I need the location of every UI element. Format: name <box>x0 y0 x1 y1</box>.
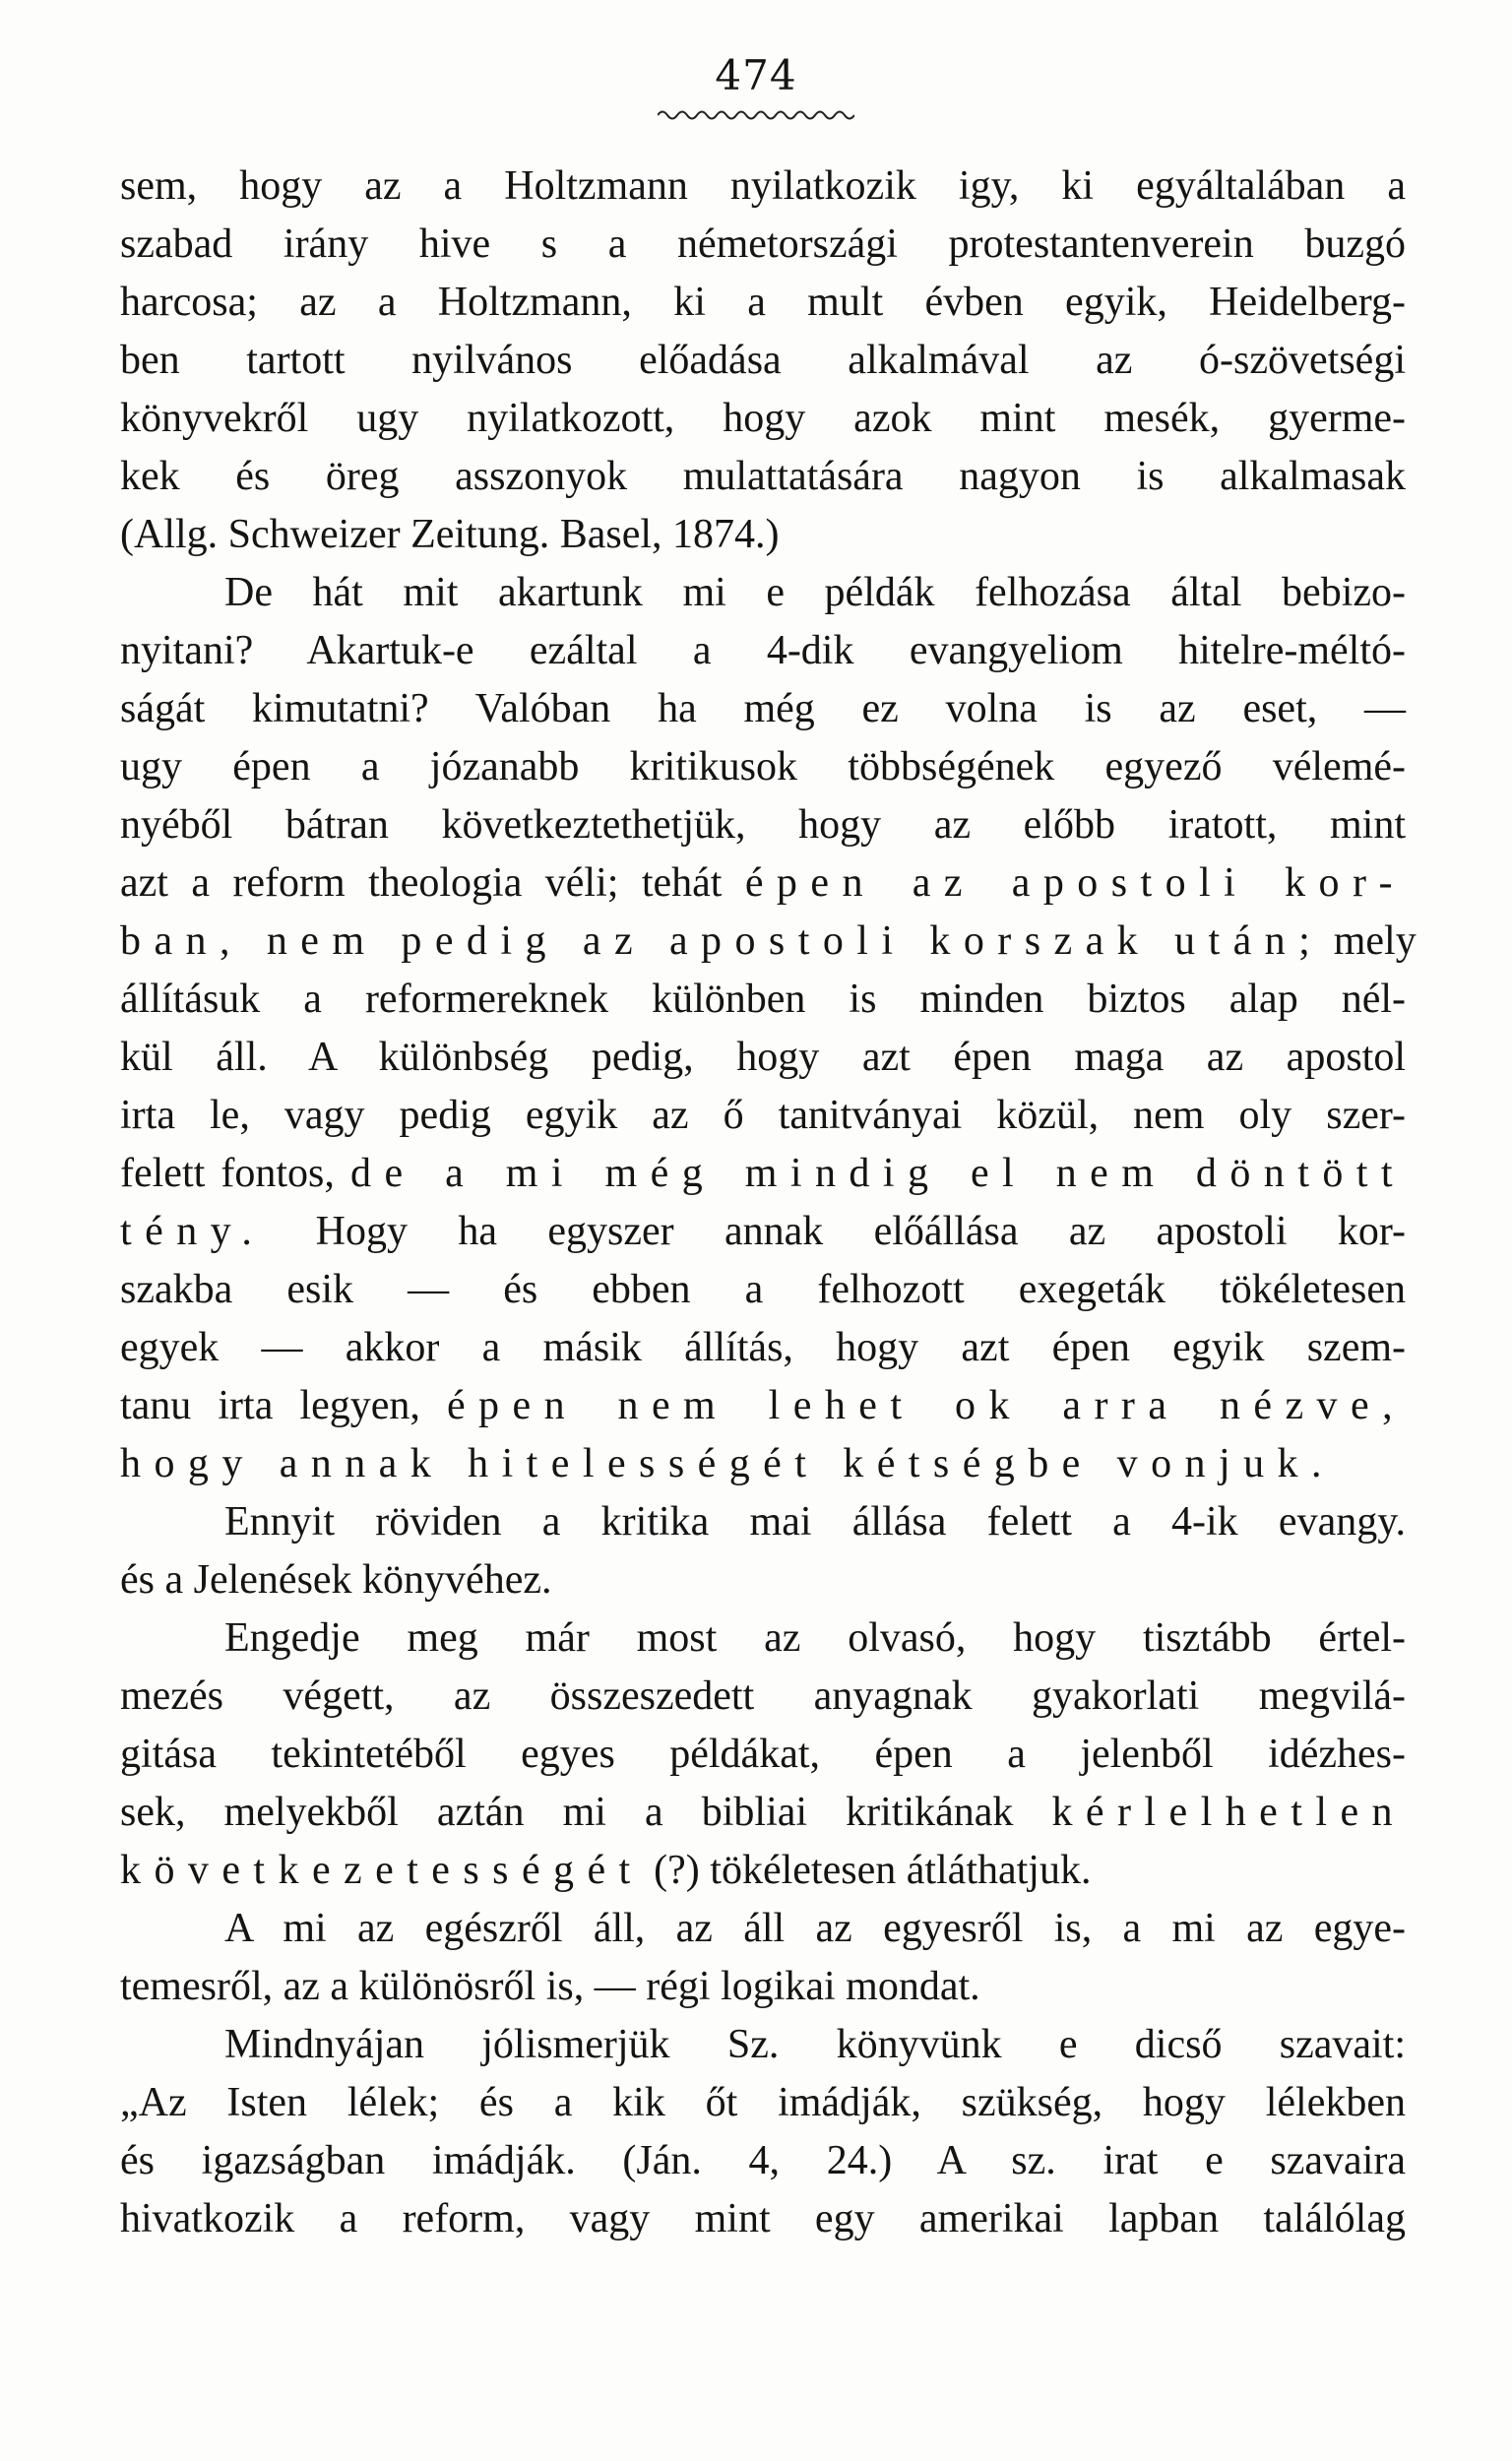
page-number: 474 <box>715 51 797 99</box>
text-line: szakba esik — és ebben a felhozott exegeták tökéletesen <box>120 1267 1406 1312</box>
text-line: kül áll. A különbség pedig, hogy azt épen maga az apostol <box>120 1035 1406 1080</box>
text-line: egyek — akkor a másik állítás, hogy azt épen egyik szem- <box>120 1325 1406 1370</box>
text-line <box>120 1145 1406 1203</box>
text-line: hivatkozik a reform, vagy mint egy amerikai lapban találólag <box>120 2196 1406 2241</box>
text-line <box>120 1784 1406 1842</box>
spaced-emphasis: kérlelhetlen <box>1051 1790 1406 1835</box>
text-segment: mely <box>1333 918 1417 964</box>
text-line: Mindnyájan jólismerjük Sz. könyvünk e dicső szavait: <box>224 2022 1406 2067</box>
text-segment: felett fontos, <box>120 1151 335 1196</box>
text-line <box>120 1435 1406 1493</box>
spaced-emphasis: tény. <box>120 1209 266 1254</box>
text-segment: Hogy ha egyszer annak előállása az apostoli kor- <box>315 1209 1406 1254</box>
text-line <box>120 1842 1406 1900</box>
text-line: állításuk a reformereknek különben is minden biztos alap nél- <box>120 977 1406 1022</box>
spaced-emphasis: de a mi még mindig el nem döntött <box>350 1151 1406 1196</box>
text-line: sem, hogy az a Holtzmann nyilatkozik igy, ki egyáltalában a <box>120 163 1406 209</box>
text-line: Engedje meg már most az olvasó, hogy tisztább értel- <box>224 1615 1406 1661</box>
spaced-emphasis: következetességét <box>120 1848 644 1893</box>
text-line: ben tartott nyilvános előadása alkalmával az ó-szövetségi <box>120 338 1406 383</box>
text-line <box>120 854 1406 913</box>
text-line: gitása tekintetéből egyes példákat, épen a jelenből idézhes- <box>120 1732 1406 1777</box>
text-segment: (?) tökéletesen átláthatjuk. <box>654 1848 1092 1893</box>
text-segment: sek, melyekből aztán mi a bibliai kritikának <box>120 1790 1014 1835</box>
spaced-emphasis: épen az apostoli kor- <box>744 860 1406 906</box>
text-line <box>120 1203 1406 1261</box>
body-text <box>120 158 1417 2248</box>
text-line: „Az Isten lélek; és a kik őt imádják, szükség, hogy lélekben <box>120 2080 1406 2125</box>
text-line: mezés végett, az összeszedett anyagnak gyakorlati megvilá- <box>120 1673 1406 1719</box>
text-line: ságát kimutatni? Valóban ha még ez volna is az eset, — <box>120 686 1406 731</box>
text-segment: azt a reform theologia véli; tehát <box>120 860 723 906</box>
spaced-emphasis: hogy annak hitelességét kétségbe vonjuk. <box>120 1441 1335 1486</box>
text-line: és a Jelenések könyvéhez. <box>120 1557 552 1603</box>
text-line: és igazságban imádják. (Ján. 4, 24.) A sz. irat e szavaira <box>120 2138 1406 2183</box>
text-line: nyéből bátran következtethetjük, hogy az előbb iratott, mint <box>120 802 1406 848</box>
text-line <box>120 1377 1406 1435</box>
text-line: irta le, vagy pedig egyik az ő tanitványai közül, nem oly szer- <box>120 1093 1406 1138</box>
wavy-rule-ornament <box>658 106 854 124</box>
spaced-emphasis: ban, nem pedig az apostoli korszak után; <box>120 918 1324 964</box>
text-line: harcosa; az a Holtzmann, ki a mult évben egyik, Heidelberg- <box>120 280 1406 325</box>
text-line <box>120 913 1417 971</box>
text-line: De hát mit akartunk mi e példák felhozása által bebizo- <box>224 570 1406 615</box>
text-line: Ennyit röviden a kritika mai állása felett a 4-ik evangy. <box>224 1499 1406 1545</box>
text-line: temesről, az a különösről is, — régi logikai mondat. <box>120 1964 980 2009</box>
text-line: A mi az egészről áll, az áll az egyesről is, a mi az egye- <box>224 1906 1406 1951</box>
spaced-emphasis: épen nem lehet ok arra nézve, <box>446 1383 1407 1428</box>
text-line: kek és öreg asszonyok mulattatására nagyon is alkalmasak <box>120 454 1406 499</box>
text-line: nyitani? Akartuk-e ezáltal a 4-dik evangyeliom hitelre-méltó- <box>120 628 1406 673</box>
text-line: (Allg. Schweizer Zeitung. Basel, 1874.) <box>120 512 780 557</box>
text-line: szabad irány hive s a németországi protestantenverein buzgó <box>120 221 1406 267</box>
text-segment: tanu irta legyen, <box>120 1383 420 1428</box>
text-line: könyvekről ugy nyilatkozott, hogy azok mint mesék, gyerme- <box>120 396 1406 441</box>
text-line: ugy épen a józanabb kritikusok többségének egyező vélemé- <box>120 744 1406 789</box>
